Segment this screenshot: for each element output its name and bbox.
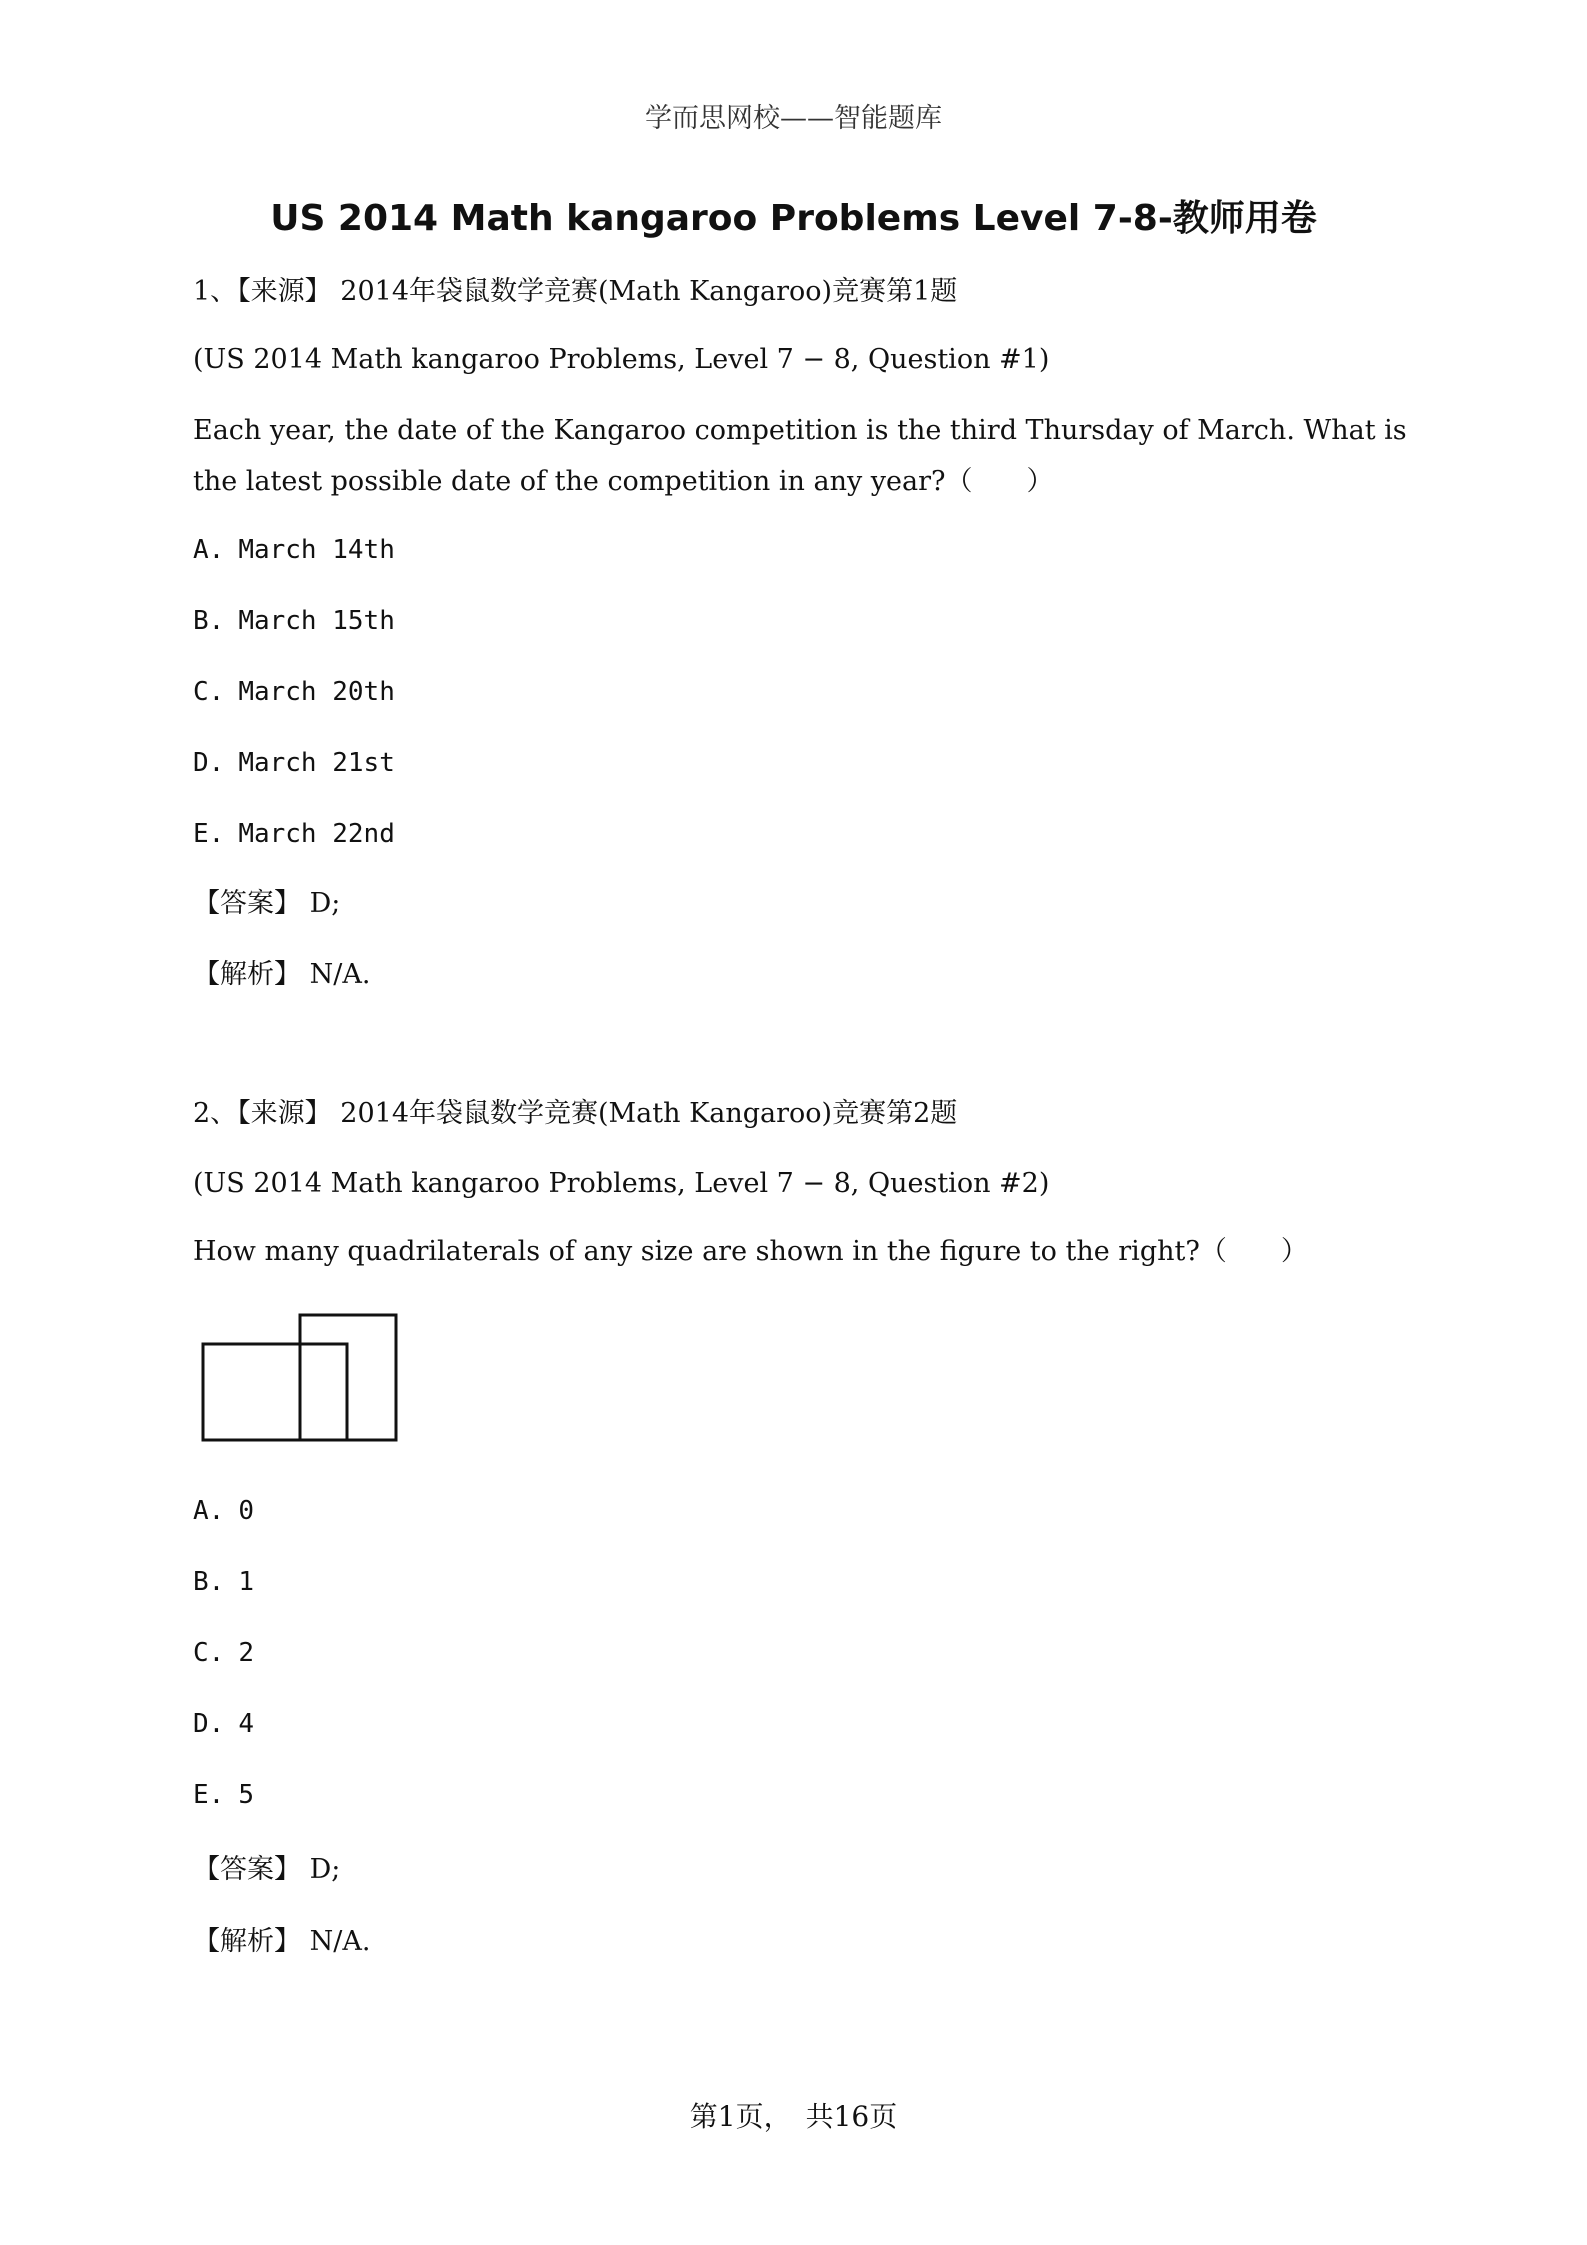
analysis-tag: 【解析】 — [193, 959, 301, 990]
question-1-option-d — [193, 748, 395, 778]
option-text: March 14th — [238, 535, 395, 565]
answer-value: D; — [309, 1854, 341, 1885]
question-2-reference: (US 2014 Math kangaroo Problems, Level 7 − 8, Question #2) — [193, 1168, 1050, 1199]
option-letter: D. — [193, 748, 225, 778]
question-1-analysis — [193, 961, 370, 988]
question-2-answer — [193, 1856, 340, 1883]
option-text: 2 — [238, 1638, 254, 1668]
option-letter: C. — [193, 677, 225, 707]
question-1-source — [193, 278, 957, 305]
option-text: March 20th — [238, 677, 395, 707]
question-2-option-e — [193, 1780, 254, 1810]
answer-tag: 【答案】 — [193, 888, 301, 919]
page-footer: 第1页， 共16页 — [689, 2100, 898, 2133]
question-2-source — [193, 1100, 957, 1127]
answer-value: D; — [309, 888, 341, 919]
question-number: 1、 — [193, 276, 238, 307]
option-letter: A. — [193, 1496, 225, 1526]
question-2-option-c — [193, 1638, 254, 1668]
analysis-value: N/A. — [309, 1926, 371, 1957]
question-1-option-b — [193, 606, 395, 636]
option-text: March 21st — [238, 748, 395, 778]
quadrilaterals-figure — [200, 1312, 400, 1452]
question-2-option-a — [193, 1496, 254, 1526]
answer-tag: 【答案】 — [193, 1854, 301, 1885]
source-text: 2014年袋鼠数学竞赛(Math Kangaroo)竞赛第1题 — [340, 276, 958, 307]
question-1-option-c — [193, 677, 395, 707]
analysis-tag: 【解析】 — [193, 1926, 301, 1957]
question-2-option-d — [193, 1709, 254, 1739]
source-tag: 【来源】 — [237, 276, 332, 307]
option-letter: C. — [193, 1638, 225, 1668]
question-2-option-b — [193, 1567, 254, 1597]
option-letter: A. — [193, 535, 225, 565]
option-text: 1 — [238, 1567, 254, 1597]
option-text: 0 — [238, 1496, 254, 1526]
question-1-option-e — [193, 819, 395, 849]
option-letter: E. — [193, 1780, 225, 1810]
source-tag: 【来源】 — [237, 1098, 332, 1129]
page-header: 学而思网校——智能题库 — [645, 103, 942, 134]
figure-rect-left — [203, 1344, 347, 1440]
source-text: 2014年袋鼠数学竞赛(Math Kangaroo)竞赛第2题 — [340, 1098, 958, 1129]
question-1-answer — [193, 890, 340, 917]
option-text: 5 — [238, 1780, 254, 1810]
option-text: March 15th — [238, 606, 395, 636]
analysis-value: N/A. — [309, 959, 371, 990]
question-1-reference: (US 2014 Math kangaroo Problems, Level 7 − 8, Question #1) — [193, 344, 1050, 375]
quadrilaterals-figure-svg — [200, 1312, 400, 1448]
question-2-analysis — [193, 1928, 370, 1955]
option-letter: D. — [193, 1709, 225, 1739]
option-text: 4 — [238, 1709, 254, 1739]
option-letter: E. — [193, 819, 225, 849]
question-1-stem: Each year, the date of the Kangaroo competition is the third Thursday of March. What is the latest possible date of the competition in any year?（ ） — [193, 415, 1407, 497]
question-number: 2、 — [193, 1098, 238, 1129]
option-letter: B. — [193, 606, 225, 636]
question-2-stem: How many quadrilaterals of any size are shown in the figure to the right?（ ） — [193, 1236, 1308, 1267]
question-1-option-a — [193, 535, 395, 565]
option-letter: B. — [193, 1567, 225, 1597]
document-title: US 2014 Math kangaroo Problems Level 7-8-教师用卷 — [270, 198, 1317, 239]
option-text: March 22nd — [238, 819, 395, 849]
